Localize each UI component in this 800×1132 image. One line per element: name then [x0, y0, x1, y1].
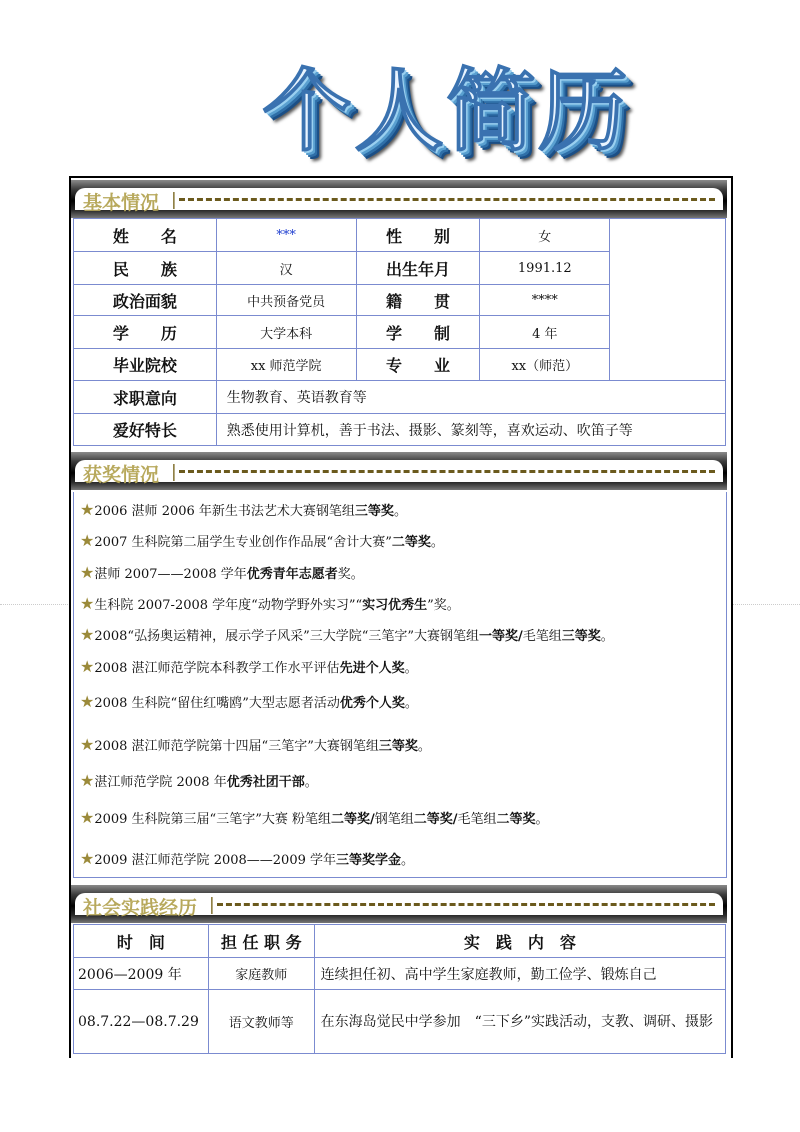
practice-header-role: 担 任 职 务 [208, 925, 314, 958]
school-value: xx 师范学院 [216, 349, 356, 381]
star-icon: ★ [80, 771, 95, 790]
section-dash-line [179, 470, 715, 473]
schooling-length-label: 学 制 [356, 316, 480, 349]
education-value: 大学本科 [216, 316, 356, 349]
list-item: ★2008 湛江师范学院第十四届“三笔字”大赛钢笔组三等奖。 [80, 735, 431, 754]
awards-list [73, 492, 727, 878]
school-label: 毕业院校 [74, 349, 217, 381]
job-intention-value: 生物教育、英语教育等 [216, 381, 725, 414]
resume-title: 个人简历 [262, 59, 630, 164]
star-icon: ★ [80, 849, 95, 868]
star-icon: ★ [80, 625, 95, 644]
birth-label: 出生年月 [356, 252, 480, 285]
table-row [74, 219, 726, 252]
section-divider-icon: | [171, 462, 177, 482]
origin-label: 籍 贯 [356, 285, 480, 316]
list-item: ★2009 湛江师范学院 2008——2009 学年三等奖学金。 [80, 849, 415, 868]
section-divider-icon: | [171, 190, 177, 210]
practice-content: 连续担任初、高中学生家庭教师，勤工俭学、锻炼自己 [314, 958, 725, 990]
hobby-value: 熟悉使用计算机，善于书法、摄影、篆刻等，喜欢运动、吹笛子等 [216, 414, 725, 446]
page-divider-left [0, 604, 68, 605]
practice-table [73, 924, 726, 1054]
political-label: 政治面貌 [74, 285, 217, 316]
practice-time: 08.7.22—08.7.29 [74, 990, 209, 1054]
list-item: ★2006 湛师 2006 年新生书法艺术大赛钢笔组三等奖。 [80, 500, 407, 519]
section-title-awards: 获奖情况 [83, 464, 160, 486]
list-item: ★湛江师范学院 2008 年优秀社团干部。 [80, 771, 318, 790]
table-row [74, 381, 726, 414]
basic-info-table [73, 218, 726, 446]
practice-content: 在东海岛觉民中学参加 “三下乡”实践活动，支教、调研、摄影 [314, 990, 725, 1054]
table-row [74, 925, 726, 958]
table-row [74, 958, 726, 990]
list-item: ★湛师 2007——2008 学年优秀青年志愿者奖。 [80, 563, 364, 582]
section-title-basic: 基本情况 [83, 192, 160, 214]
hobby-label: 爱好特长 [74, 414, 217, 446]
star-icon: ★ [80, 594, 95, 613]
resume-title-area [0, 28, 800, 164]
birth-value: 1991.12 [480, 252, 610, 285]
list-item: ★生科院 2007-2008 学年度“动物学野外实习”“实习优秀生”奖。 [80, 594, 460, 613]
page-divider-right [732, 604, 800, 605]
star-icon: ★ [80, 563, 95, 582]
section-header-awards [71, 452, 727, 490]
major-label: 专 业 [356, 349, 480, 381]
section-dash-line [179, 198, 715, 201]
name-value: *** [216, 219, 356, 252]
list-item: ★2007 生科院第二届学生专业创作作品展“舍计大赛”二等奖。 [80, 531, 444, 550]
star-icon: ★ [80, 692, 95, 711]
origin-value: **** [480, 285, 610, 316]
ethnic-label: 民 族 [74, 252, 217, 285]
list-item: ★2008“弘扬奥运精神，展示学子风采”三大学院“三笔字”大赛钢笔组一等奖/毛笔组三等奖。 [80, 625, 614, 644]
practice-header-content: 实 践 内 容 [314, 925, 725, 958]
section-dash-line [217, 903, 715, 906]
schooling-length-value: 4 年 [480, 316, 610, 349]
major-value: xx（师范） [480, 349, 610, 381]
section-header-practice [71, 885, 727, 923]
practice-role: 语文教师等 [208, 990, 314, 1054]
ethnic-value: 汉 [216, 252, 356, 285]
star-icon: ★ [80, 531, 95, 550]
list-item: ★2009 生科院第三届“三笔字”大赛 粉笔组二等奖/钢笔组二等奖/毛笔组二等奖。 [80, 808, 549, 827]
photo-cell [610, 219, 726, 381]
list-item: ★2008 生科院“留住红嘴鸥”大型志愿者活动优秀个人奖。 [80, 692, 418, 711]
table-row [74, 414, 726, 446]
section-divider-icon: | [209, 895, 215, 915]
gender-value: 女 [480, 219, 610, 252]
list-item: ★2008 湛江师范学院本科教学工作水平评估先进个人奖。 [80, 657, 418, 676]
star-icon: ★ [80, 500, 95, 519]
practice-role: 家庭教师 [208, 958, 314, 990]
table-row [74, 990, 726, 1054]
star-icon: ★ [80, 808, 95, 827]
name-label: 姓 名 [74, 219, 217, 252]
political-value: 中共预备党员 [216, 285, 356, 316]
gender-label: 性 别 [356, 219, 480, 252]
star-icon: ★ [80, 735, 95, 754]
job-intention-label: 求职意向 [74, 381, 217, 414]
star-icon: ★ [80, 657, 95, 676]
section-header-basic [71, 180, 727, 218]
practice-header-time: 时 间 [74, 925, 209, 958]
education-label: 学 历 [74, 316, 217, 349]
practice-time: 2006—2009 年 [74, 958, 209, 990]
section-title-practice: 社会实践经历 [83, 897, 198, 919]
